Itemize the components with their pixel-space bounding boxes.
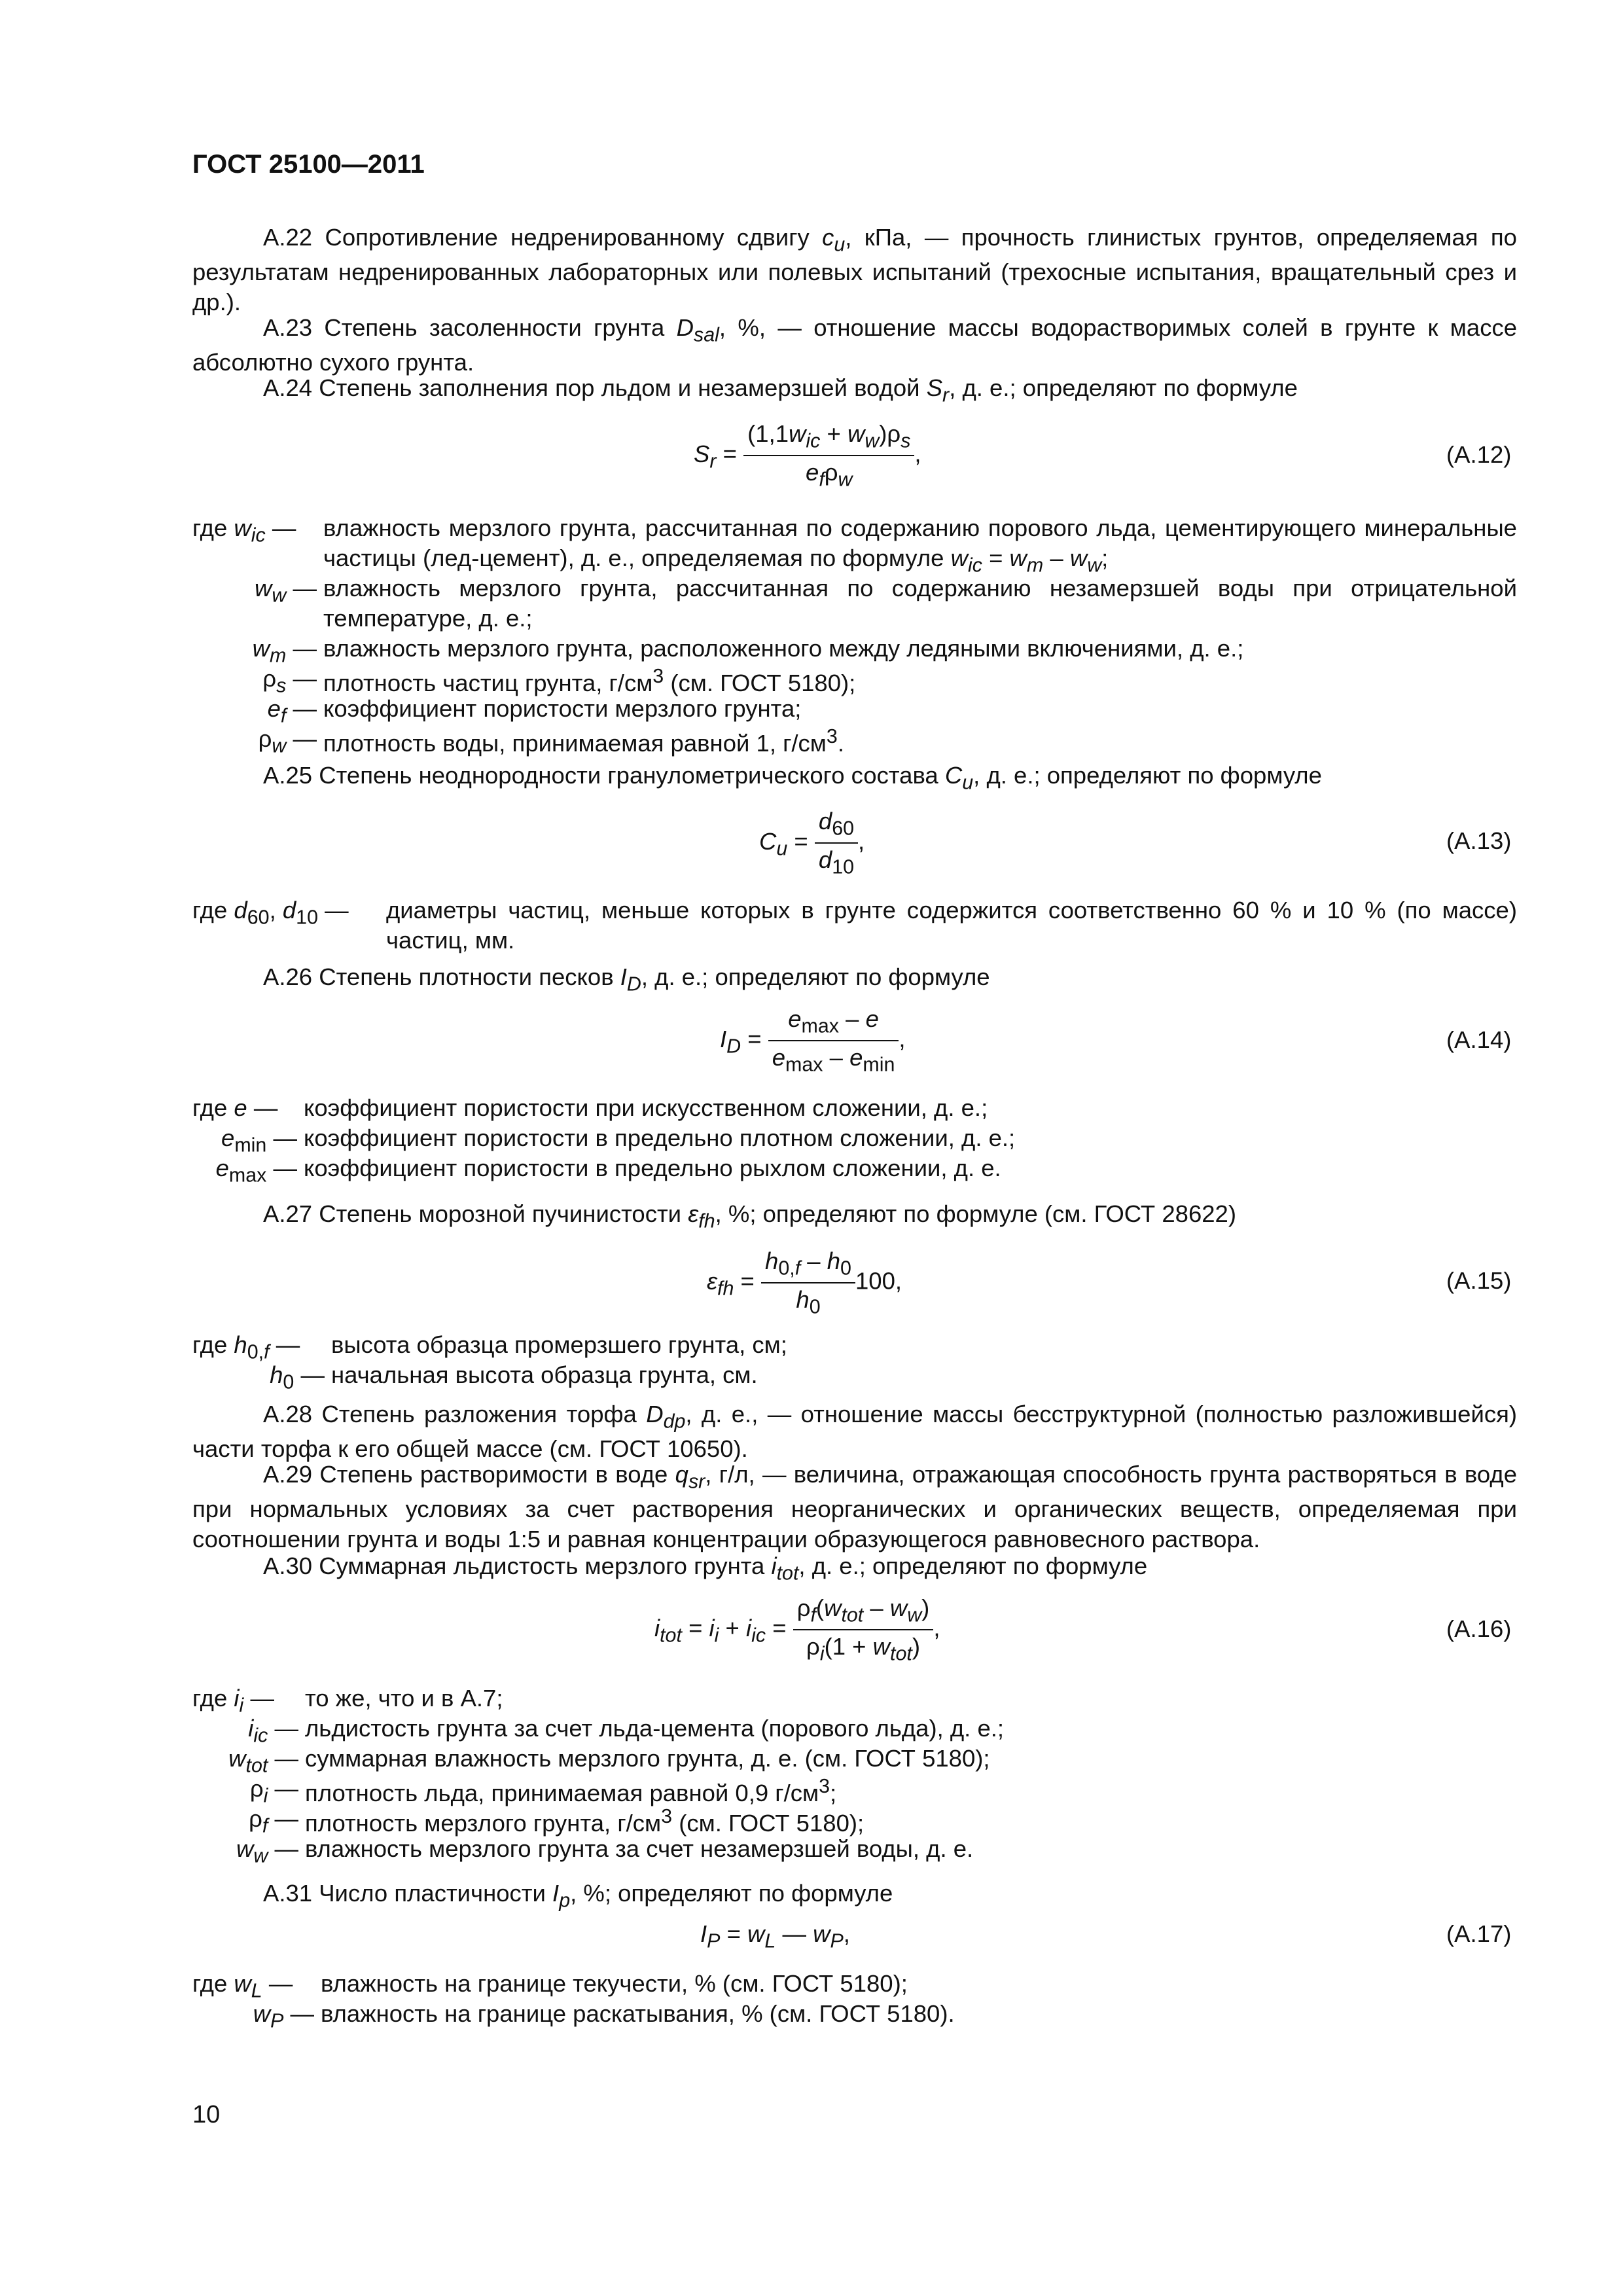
formula-number-a16: (А.16): [1446, 1615, 1512, 1642]
formula-a17: $I_P = w_L$ — $w_P$,: [700, 1920, 850, 1952]
document-header: ГОСТ 25100—2011: [192, 150, 425, 179]
paragraph-a29: А.29 Степень растворимости в воде $q_{sr}$, г/л, — величина, отражающая способность грунта растворяться в воде при нормальных условиях за счет растворения неорганических и органических веществ, определяемая при соотношении грунта и воды 1:5 и равная концентрации образующегося равновесного раствора.: [192, 1461, 1517, 1553]
formula-number-a13: (А.13): [1446, 827, 1512, 854]
paragraph-a27: А.27 Степень морозной пучинистости $\varepsilon_{fh}$, %; определяют по формуле (см. ГОСТ 28622): [263, 1200, 1237, 1232]
paragraph-a23: А.23 Степень засоленности грунта $D_{sal}$, %, — отношение массы водорастворимых солей в грунте к массе абсолютно сухого грунта.: [192, 314, 1517, 376]
paragraph-a31: А.31 Число пластичности $I_p$, %; определяют по формуле: [263, 1880, 893, 1912]
formula-a16: $i_{tot} = i_i + i_{ic}$ = $\frac{\rho_f(w_{tot} - w_w)}{\rho_i(1 + w_{tot})}$ ,: [654, 1594, 940, 1665]
paragraph-a28: А.28 Степень разложения торфа $D_{dp}$, д. е., — отношение массы бесструктурной (полностью разложившейся) части торфа к его общей массе (см. ГОСТ 10650).: [192, 1401, 1517, 1462]
formula-number-a15: (А.15): [1446, 1267, 1512, 1294]
paragraph-a24: А.24 Степень заполнения пор льдом и незамерзшей водой $S_r$, д. е.; определяют по формуле: [263, 374, 1298, 406]
formula-number-a14: (А.14): [1446, 1026, 1512, 1053]
formula-number-a17: (А.17): [1446, 1920, 1512, 1947]
paragraph-a22: А.22 Сопротивление недренированному сдвигу $c_u$, кПа, — прочность глинистых грунтов, определяемая по результатам недренированных лабораторных или полевых испытаний (трехосные испытания, вращательный срез и др.).: [192, 224, 1517, 316]
formula-a12: $S_r$ = $\frac{(1,1w_{ic} + w_w)\rho_s}{e_f\rho_w}$ ,: [694, 420, 921, 491]
formula-number-a12: (А.12): [1446, 441, 1512, 468]
formula-a15: $\varepsilon_{fh}$ = $\frac{h_{0,f} - h_0}{h_0}$ 100,: [707, 1247, 902, 1318]
paragraph-a26: А.26 Степень плотности песков $I_D$, д. е.; определяют по формуле: [263, 963, 990, 996]
formula-a14: $I_D$ = $\frac{e_{max} - e}{e_{max} - e_{min}}$ ,: [720, 1005, 906, 1076]
paragraph-a30: А.30 Суммарная льдистость мерзлого грунта $i_{tot}$, д. е.; определяют по формуле: [263, 1552, 1148, 1585]
paragraph-a25: А.25 Степень неоднородности гранулометрического состава $C_u$, д. е.; определяют по формуле: [263, 762, 1322, 794]
formula-a13: $C_u$ = $\frac{d_{60}}{d_{10}}$ ,: [759, 808, 865, 878]
page-number: 10: [192, 2101, 221, 2128]
